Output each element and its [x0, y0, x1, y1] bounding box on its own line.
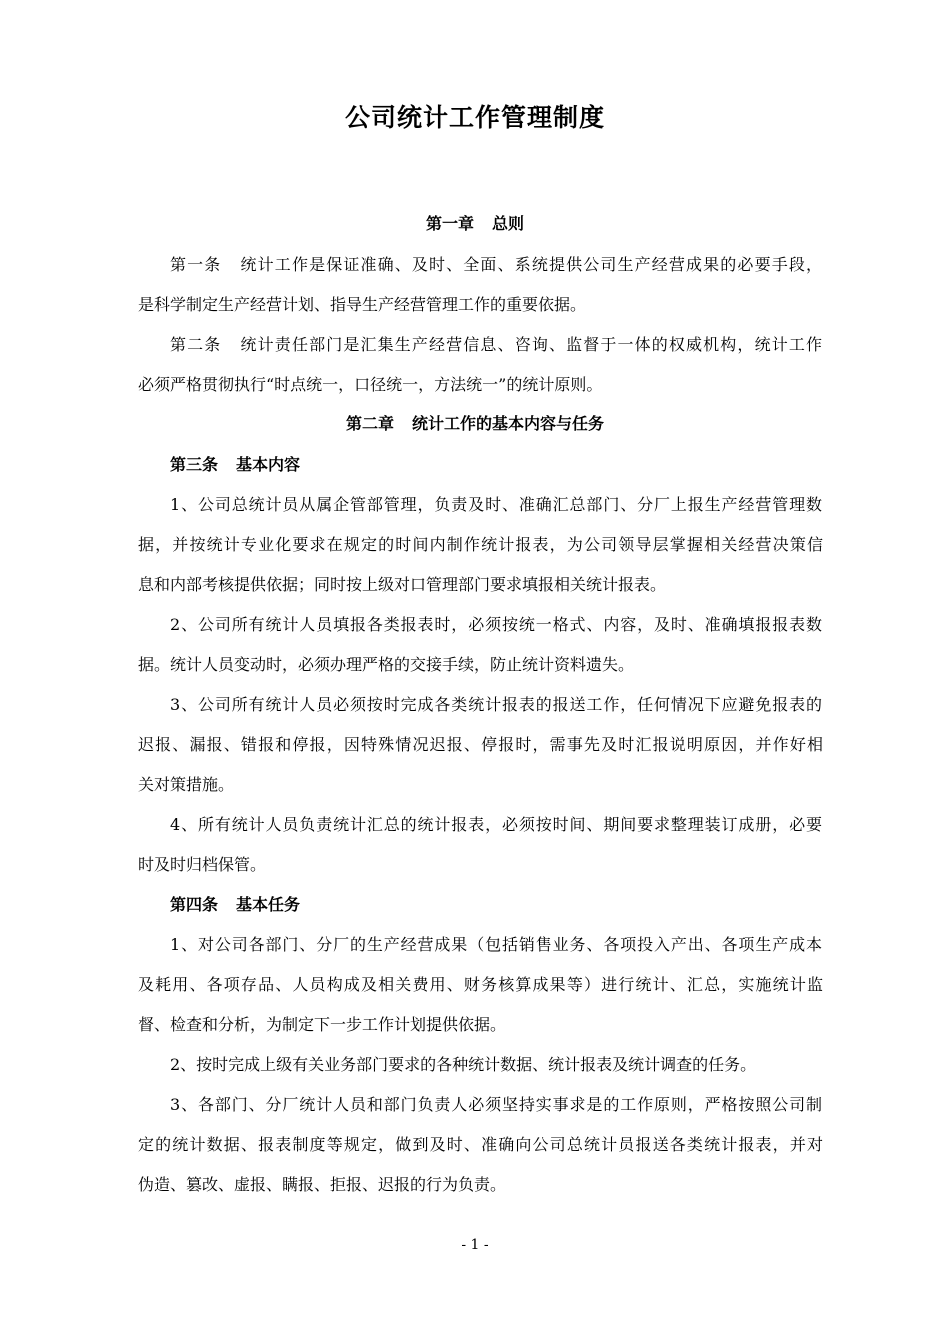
chapter-2-heading: [0, 414, 950, 434]
article-1-line-2: 是科学制定生产经营计划、指导生产经营管理工作的重要依据。: [138, 295, 587, 314]
article-2-line-2: 必须严格贯彻执行“时点统一，口径统一，方法统一”的统计原则。: [138, 375, 603, 394]
article-3-label: 第三条: [170, 455, 219, 474]
article-2-text-1: 统计责任部门是汇集生产经营信息、咨询、监督于一体的权威机构，统计工作: [239, 335, 822, 354]
article-4-heading: [170, 895, 855, 915]
article-4-label: 第四条: [170, 895, 219, 914]
content-2-line-1: 2、公司所有统计人员填报各类报表时，必须按统一格式、内容，及时、准确填报报表数: [170, 615, 822, 634]
article-1-label: 第一条: [170, 255, 222, 274]
content-1-line-1: 1、公司总统计员从属企管部管理，负责及时、准确汇总部门、分厂上报生产经营管理数: [170, 495, 822, 514]
task-1-line-2: 及耗用、各项存品、人员构成及相关费用、财务核算成果等）进行统计、汇总，实施统计监: [138, 975, 823, 994]
article-4-name: 基本任务: [236, 895, 301, 914]
content-4-line-1: 4、所有统计人员负责统计汇总的统计报表，必须按时间、期间要求整理装订成册，必要: [170, 815, 822, 834]
content-3-line-2: 迟报、漏报、错报和停报，因特殊情况迟报、停报时，需事先及时汇报说明原因，并作好相: [138, 735, 823, 754]
content-3-line-1: 3、公司所有统计人员必须按时完成各类统计报表的报送工作，任何情况下应避免报表的: [170, 695, 822, 714]
article-2-label: 第二条: [170, 335, 222, 354]
article-3-name: 基本内容: [236, 455, 301, 474]
task-1-line-3: 督、检查和分析，为制定下一步工作计划提供依据。: [138, 1015, 507, 1034]
task-1-line-1: 1、对公司各部门、分厂的生产经营成果（包括销售业务、各项投入产出、各项生产成本: [170, 935, 822, 954]
article-1-line-1: [170, 255, 822, 275]
chapter-1-number: 第一章: [425, 214, 474, 233]
content-2-line-2: 据。统计人员变动时，必须办理严格的交接手续，防止统计资料遗失。: [138, 655, 635, 674]
article-1-text-1: 统计工作是保证准确、及时、全面、系统提供公司生产经营成果的必要手段，: [239, 255, 822, 274]
content-1-line-2: 据，并按统计专业化要求在规定的时间内制作统计报表，为公司领导层掌握相关经营决策信: [138, 535, 823, 554]
chapter-1-heading: [0, 214, 950, 234]
content-1-line-3: 息和内部考核提供依据；同时按上级对口管理部门要求填报相关统计报表。: [138, 575, 667, 594]
chapter-1-name: 总则: [492, 214, 525, 233]
document-title: 公司统计工作管理制度: [344, 103, 605, 132]
task-3-line-2: 定的统计数据、报表制度等规定，做到及时、准确向公司总统计员报送各类统计报表，并对: [138, 1135, 823, 1154]
article-3-heading: [170, 455, 855, 475]
task-2-line-1: 2、按时完成上级有关业务部门要求的各种统计数据、统计报表及统计调查的任务。: [170, 1055, 757, 1074]
task-3-line-3: 伪造、篡改、虚报、瞒报、拒报、迟报的行为负责。: [138, 1175, 507, 1194]
article-2-line-1: [170, 335, 822, 355]
content-3-line-3: 关对策措施。: [138, 775, 235, 794]
task-3-line-1: 3、各部门、分厂统计人员和部门负责人必须坚持实事求是的工作原则，严格按照公司制: [170, 1095, 822, 1114]
chapter-2-name: 统计工作的基本内容与任务: [412, 414, 605, 433]
page-number: - 1 -: [461, 1237, 489, 1253]
chapter-2-number: 第二章: [345, 414, 394, 433]
content-4-line-2: 时及时归档保管。: [138, 855, 267, 874]
